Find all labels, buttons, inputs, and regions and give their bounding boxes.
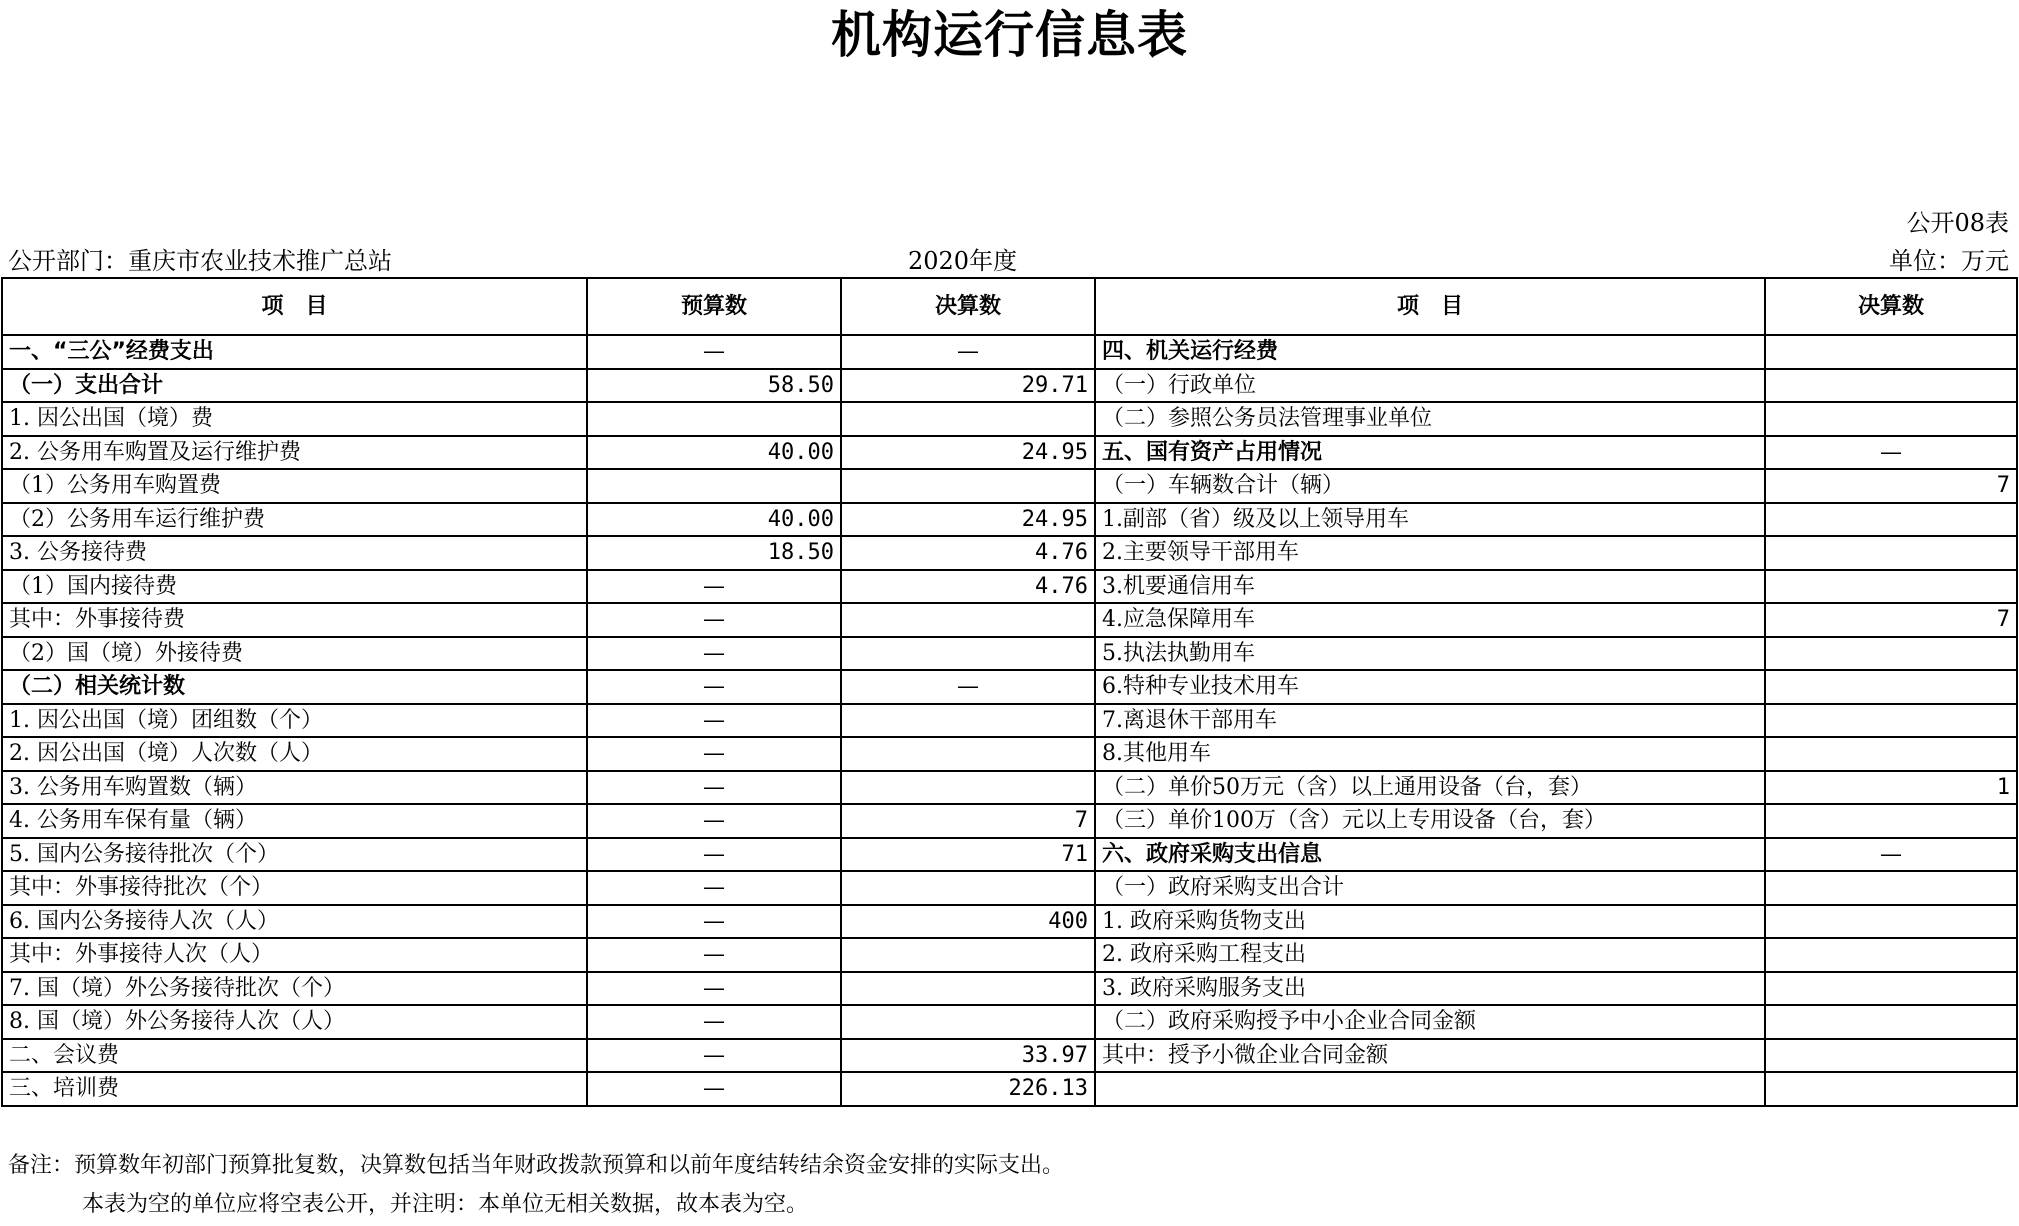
table-row [2, 838, 2017, 872]
row-item-left: 6. 国内公务接待人次（人） [2, 905, 587, 939]
row-item-right: 3. 政府采购服务支出 [1095, 972, 1765, 1006]
row-final-right-value [1765, 1072, 2017, 1106]
row-final-value: 24.95 [841, 436, 1095, 470]
row-budget-value: 40.00 [587, 436, 841, 470]
row-final-right-value: 7 [1765, 603, 2017, 637]
row-final-right-value [1765, 503, 2017, 537]
row-item-left: 1. 因公出国（境）费 [2, 402, 587, 436]
table-row [2, 804, 2017, 838]
row-item-right: （一）政府采购支出合计 [1095, 871, 1765, 905]
row-item-left: （2）公务用车运行维护费 [2, 503, 587, 537]
table-body [2, 335, 2017, 1106]
row-budget-value: — [587, 771, 841, 805]
row-budget-value: — [587, 905, 841, 939]
row-final-value [841, 938, 1095, 972]
row-budget-value: — [587, 1039, 841, 1073]
row-budget-value: — [587, 603, 841, 637]
operations-info-table [1, 277, 2018, 1107]
table-row [2, 402, 2017, 436]
row-item-right: 1.副部（省）级及以上领导用车 [1095, 503, 1765, 537]
row-budget-value: — [587, 570, 841, 604]
row-final-right-value [1765, 1005, 2017, 1039]
row-item-right: （三）单价100万（含）元以上专用设备（台，套） [1095, 804, 1765, 838]
header-item-left: 项 目 [2, 278, 587, 335]
row-item-right: （二）参照公务员法管理事业单位 [1095, 402, 1765, 436]
row-item-left: 二、会议费 [2, 1039, 587, 1073]
row-final-value [841, 637, 1095, 671]
row-item-left: （1）国内接待费 [2, 570, 587, 604]
row-item-left: 1. 因公出国（境）团组数（个） [2, 704, 587, 738]
table-row [2, 469, 2017, 503]
row-final-right-value [1765, 670, 2017, 704]
row-budget-value: 18.50 [587, 536, 841, 570]
row-item-left: 一、“三公”经费支出 [2, 335, 587, 369]
row-item-left: （一）支出合计 [2, 369, 587, 403]
row-item-right: 3.机要通信用车 [1095, 570, 1765, 604]
row-item-right: 5.执法执勤用车 [1095, 637, 1765, 671]
row-item-right: 8.其他用车 [1095, 737, 1765, 771]
table-row [2, 737, 2017, 771]
row-item-right: 4.应急保障用车 [1095, 603, 1765, 637]
row-final-value [841, 871, 1095, 905]
header-final-right: 决算数 [1765, 278, 2017, 335]
table-row [2, 603, 2017, 637]
row-final-value [841, 704, 1095, 738]
row-final-value: — [841, 335, 1095, 369]
row-final-value [841, 737, 1095, 771]
row-item-right: 7.离退休干部用车 [1095, 704, 1765, 738]
row-final-right-value [1765, 637, 2017, 671]
table-row [2, 1072, 2017, 1106]
row-item-right: （一）车辆数合计（辆） [1095, 469, 1765, 503]
row-final-right-value [1765, 1039, 2017, 1073]
row-budget-value: 40.00 [587, 503, 841, 537]
row-final-value: 71 [841, 838, 1095, 872]
row-item-left: （2）国（境）外接待费 [2, 637, 587, 671]
row-final-right-value [1765, 570, 2017, 604]
row-final-right-value [1765, 972, 2017, 1006]
row-final-right-value [1765, 871, 2017, 905]
table-row [2, 369, 2017, 403]
row-final-value: — [841, 670, 1095, 704]
table-row [2, 570, 2017, 604]
row-final-right-value [1765, 737, 2017, 771]
row-final-right-value [1765, 938, 2017, 972]
row-item-right: 6.特种专业技术用车 [1095, 670, 1765, 704]
header-budget: 预算数 [587, 278, 841, 335]
row-item-left: 7. 国（境）外公务接待批次（个） [2, 972, 587, 1006]
row-item-left: 其中：外事接待人次（人） [2, 938, 587, 972]
table-row [2, 771, 2017, 805]
row-final-value: 226.13 [841, 1072, 1095, 1106]
table-row [2, 704, 2017, 738]
row-final-value: 33.97 [841, 1039, 1095, 1073]
row-item-right: 2. 政府采购工程支出 [1095, 938, 1765, 972]
row-item-left: （1）公务用车购置费 [2, 469, 587, 503]
row-budget-value [587, 469, 841, 503]
row-item-right: （二）政府采购授予中小企业合同金额 [1095, 1005, 1765, 1039]
row-budget-value: 58.50 [587, 369, 841, 403]
note-line-1: 备注：预算数年初部门预算批复数，决算数包括当年财政拨款预算和以前年度结转结余资金安排的实际支出。 [8, 1153, 1065, 1178]
row-budget-value: — [587, 637, 841, 671]
row-item-right: 四、机关运行经费 [1095, 335, 1765, 369]
row-final-right-value [1765, 335, 2017, 369]
row-final-value [841, 972, 1095, 1006]
table-row [2, 637, 2017, 671]
row-budget-value: — [587, 670, 841, 704]
row-final-right-value: 1 [1765, 771, 2017, 805]
row-final-value: 7 [841, 804, 1095, 838]
header-final-left: 决算数 [841, 278, 1095, 335]
row-item-left: （二）相关统计数 [2, 670, 587, 704]
row-final-right-value [1765, 536, 2017, 570]
row-final-value: 24.95 [841, 503, 1095, 537]
row-item-right: 1. 政府采购货物支出 [1095, 905, 1765, 939]
row-final-value: 4.76 [841, 570, 1095, 604]
row-budget-value: — [587, 938, 841, 972]
row-final-right-value [1765, 905, 2017, 939]
header-item-right: 项 目 [1095, 278, 1765, 335]
row-budget-value [587, 402, 841, 436]
row-item-left: 其中：外事接待费 [2, 603, 587, 637]
note-line-2: 本表为空的单位应将空表公开，并注明：本单位无相关数据，故本表为空。 [82, 1192, 809, 1217]
row-item-left: 三、培训费 [2, 1072, 587, 1106]
row-item-left: 2. 因公出国（境）人次数（人） [2, 737, 587, 771]
row-final-right-value: — [1765, 838, 2017, 872]
row-final-value: 400 [841, 905, 1095, 939]
row-item-right: 2.主要领导干部用车 [1095, 536, 1765, 570]
row-final-right-value [1765, 704, 2017, 738]
row-final-value [841, 402, 1095, 436]
table-row [2, 972, 2017, 1006]
row-item-right: （一）行政单位 [1095, 369, 1765, 403]
table-row [2, 938, 2017, 972]
row-item-left: 5. 国内公务接待批次（个） [2, 838, 587, 872]
row-final-value: 29.71 [841, 369, 1095, 403]
unit-label: 单位：万元 [1889, 247, 2009, 275]
form-number: 公开08表 [1906, 209, 2009, 237]
row-final-right-value: 7 [1765, 469, 2017, 503]
row-final-value [841, 771, 1095, 805]
table-row [2, 670, 2017, 704]
department-label: 公开部门：重庆市农业技术推广总站 [8, 247, 392, 275]
table-row [2, 871, 2017, 905]
table-row [2, 905, 2017, 939]
row-final-value [841, 1005, 1095, 1039]
row-budget-value: — [587, 972, 841, 1006]
table-row [2, 1039, 2017, 1073]
table-row [2, 503, 2017, 537]
table-header-row [2, 278, 2017, 335]
row-final-right-value [1765, 369, 2017, 403]
row-budget-value: — [587, 1072, 841, 1106]
page-title: 机构运行信息表 [831, 6, 1188, 64]
row-budget-value: — [587, 737, 841, 771]
row-item-right: （二）单价50万元（含）以上通用设备（台，套） [1095, 771, 1765, 805]
row-final-right-value: — [1765, 436, 2017, 470]
row-item-left: 8. 国（境）外公务接待人次（人） [2, 1005, 587, 1039]
row-budget-value: — [587, 1005, 841, 1039]
row-budget-value: — [587, 335, 841, 369]
row-final-value: 4.76 [841, 536, 1095, 570]
row-item-right: 六、政府采购支出信息 [1095, 838, 1765, 872]
table-row [2, 436, 2017, 470]
table-row [2, 1005, 2017, 1039]
row-budget-value: — [587, 704, 841, 738]
row-item-left: 3. 公务用车购置数（辆） [2, 771, 587, 805]
row-budget-value: — [587, 838, 841, 872]
table-row [2, 335, 2017, 369]
row-item-right [1095, 1072, 1765, 1106]
row-budget-value: — [587, 871, 841, 905]
row-item-left: 其中：外事接待批次（个） [2, 871, 587, 905]
row-item-left: 3. 公务接待费 [2, 536, 587, 570]
row-final-value [841, 603, 1095, 637]
row-item-left: 2. 公务用车购置及运行维护费 [2, 436, 587, 470]
row-item-right: 其中：授予小微企业合同金额 [1095, 1039, 1765, 1073]
row-final-right-value [1765, 402, 2017, 436]
table-row [2, 536, 2017, 570]
row-final-value [841, 469, 1095, 503]
row-item-left: 4. 公务用车保有量（辆） [2, 804, 587, 838]
row-final-right-value [1765, 804, 2017, 838]
fiscal-year: 2020年度 [908, 247, 1018, 275]
row-budget-value: — [587, 804, 841, 838]
row-item-right: 五、国有资产占用情况 [1095, 436, 1765, 470]
